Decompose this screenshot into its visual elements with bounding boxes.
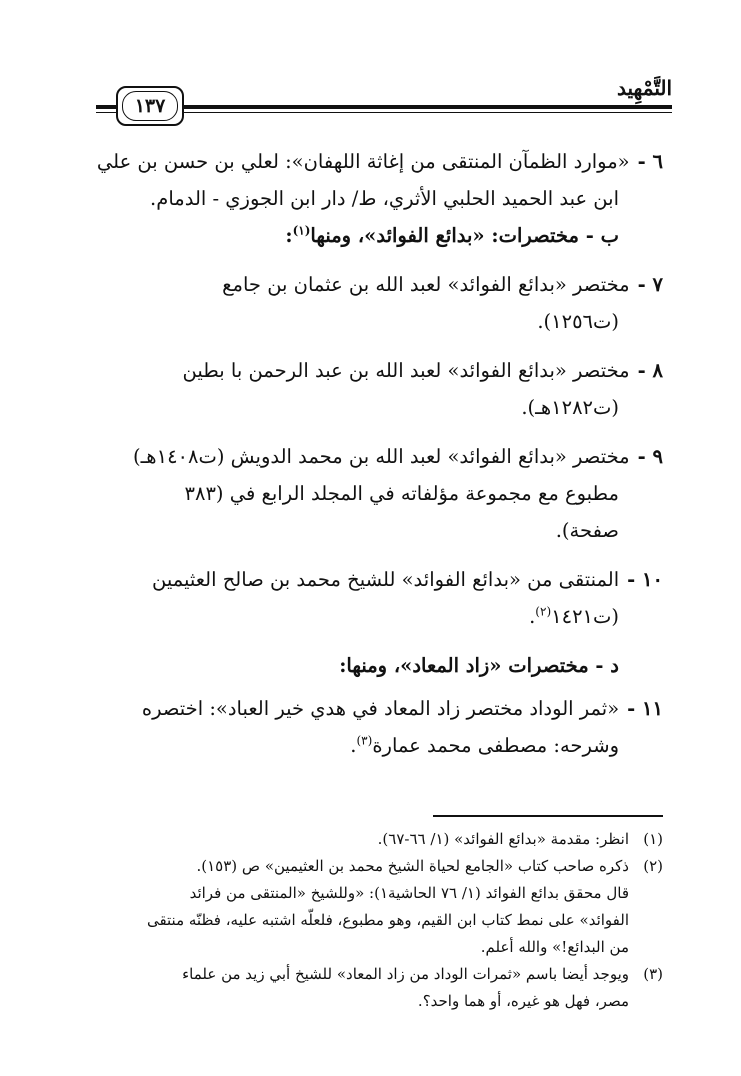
list-item-11 (65, 690, 663, 764)
footnote-text-continued: مصر، فهل هو غيره، أو هما واحد؟. (417, 992, 629, 1010)
sub-heading-b (65, 217, 663, 254)
footnote-text: انظر: مقدمة «بدائع الفوائد» (١/ ٦٦-٦٧). (377, 830, 629, 848)
item-text-part: (ت١٤٢١ (551, 605, 619, 628)
footnote-text: ذكره صاحب كتاب «الجامع لحياة الشيخ محمد بن العثيمين» ص (١٥٣). (196, 857, 629, 875)
list-item-6 (65, 143, 663, 217)
footnote-1 (65, 826, 663, 853)
item-text-part: وشرحه: مصطفى محمد عمارة (372, 734, 619, 757)
footnote-number: (٣) (643, 965, 663, 983)
list-item-10 (65, 561, 663, 635)
item-text: مختصر «بدائع الفوائد» لعبد الله بن عثمان بن جامع (222, 273, 630, 296)
list-item-7 (65, 266, 663, 340)
item-number: ١٠ - (627, 568, 663, 591)
sub-heading-text: ب - مختصرات: «بدائع الفوائد»، ومنها (310, 224, 619, 247)
footnote-ref[interactable]: (٣) (356, 733, 373, 748)
footnote-number: (٢) (643, 857, 663, 875)
item-text: مختصر «بدائع الفوائد» لعبد الله بن عبد الرحمن با بطين (182, 359, 630, 382)
item-text: «موارد الظمآن المنتقى من إغاثة اللهفان»: لعلي بن حسن بن علي (96, 150, 630, 173)
item-number: ٧ - (637, 273, 663, 296)
item-text: مختصر «بدائع الفوائد» لعبد الله بن محمد الدويش (ت١٤٠٨هـ) (132, 445, 630, 468)
footnote-2 (65, 853, 663, 961)
item-text-continued: ابن عبد الحميد الحلبي الأثري، ط/ دار ابن الجوزي - الدمام. (150, 187, 619, 210)
item-number: ٩ - (637, 445, 663, 468)
item-text-continued (65, 598, 663, 635)
footnote-ref[interactable]: (١) (292, 223, 311, 238)
footnote-text-continued: من البدائع!» والله أعلم. (480, 938, 629, 956)
item-number: ٨ - (637, 359, 663, 382)
footnote-separator (433, 815, 663, 817)
item-text-continued: مطبوع مع مجموعة مؤلفاته في المجلد الرابع في (٣٨٣ (184, 482, 619, 505)
footnote-text: ويوجد أيضا باسم «ثمرات الوداد من زاد المعاد» للشيخ أبي زيد من علماء (182, 965, 629, 983)
main-text (65, 143, 663, 764)
item-text-continued: صفحة). (555, 519, 619, 542)
item-text-continued: (ت١٢٨٢هـ). (521, 396, 619, 419)
page-number-frame (116, 86, 184, 126)
footnote-ref[interactable]: (٢) (535, 604, 552, 619)
footnote-3 (65, 961, 663, 1015)
page-header (96, 74, 672, 134)
list-item-8 (65, 352, 663, 426)
footnote-text-continued: الفوائد» على نمط كتاب ابن القيم، وهو مطبوع، فلعلّه اشتبه عليه، فظنّه منتقى (146, 911, 629, 929)
item-text-continued (65, 727, 663, 764)
footnotes (65, 826, 663, 1015)
item-number: ٦ - (637, 150, 663, 173)
item-text-end: . (350, 734, 357, 757)
footnote-text-continued: قال محقق بدائع الفوائد (١/ ٧٦ الحاشية١): «وللشيخ «المنتقى من فرائد (189, 884, 629, 902)
item-text: «ثمر الوداد مختصر زاد المعاد في هدي خير العباد»: اختصره (141, 697, 620, 720)
item-text-continued: (ت١٢٥٦). (537, 310, 619, 333)
item-number: ١١ - (627, 697, 663, 720)
running-title: التَّمْهِيد (617, 76, 672, 100)
item-text-end: . (529, 605, 536, 628)
footnote-number: (١) (643, 830, 663, 848)
sub-heading-d: د - مختصرات «زاد المعاد»، ومنها: (339, 654, 619, 677)
page-number: ١٣٧ (122, 91, 178, 121)
sub-heading-colon: : (285, 224, 293, 247)
item-text: المنتقى من «بدائع الفوائد» للشيخ محمد بن صالح العثيمين (151, 568, 620, 591)
list-item-9 (65, 438, 663, 549)
